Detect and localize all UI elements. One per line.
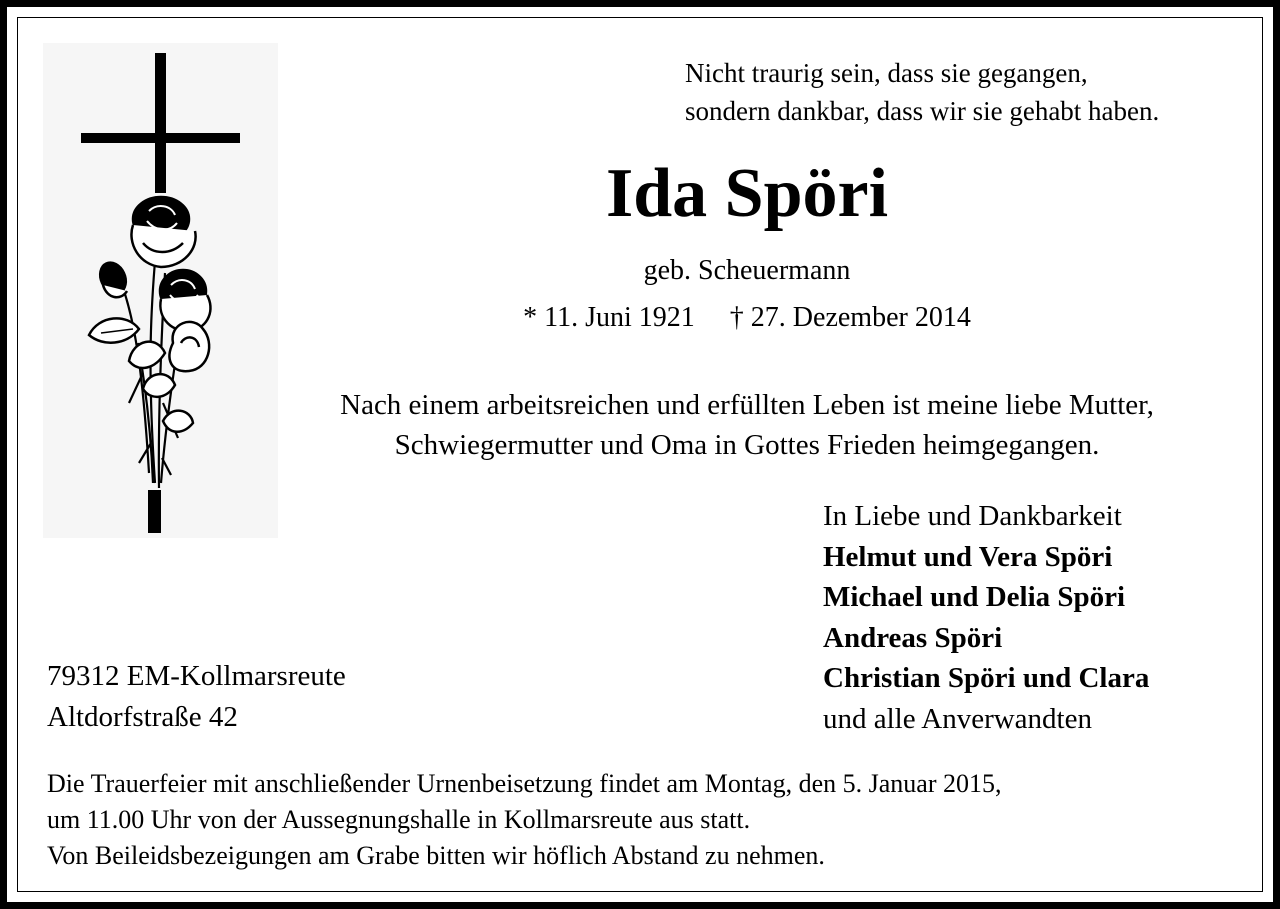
deceased-name: Ida Spöri — [605, 155, 889, 232]
life-dates — [7, 304, 1280, 332]
mourners-block — [823, 497, 1149, 740]
announcement-line: Schwiegermutter und Oma in Gottes Frieden heimgegangen. — [394, 429, 1100, 461]
mourners-closing: und alle Anverwandten — [823, 702, 1092, 735]
announcement-line: Nach einem arbeitsreichen und erfüllten Leben ist meine liebe Mutter, — [340, 389, 1154, 421]
motto-line: sondern dankbar, dass wir sie gehabt haben. — [685, 96, 1160, 126]
mourners-intro: In Liebe und Dankbarkeit — [823, 500, 1122, 532]
address-block — [47, 657, 346, 739]
mourner-name: Michael und Delia Spöri — [823, 581, 1126, 613]
address-street: Altdorfstraße 42 — [47, 701, 238, 733]
announcement — [7, 385, 1280, 465]
ceremony-info — [47, 767, 1002, 875]
birth-date: * 11. Juni 1921 — [523, 302, 695, 333]
ceremony-line: Von Beileidsbezeigungen am Grabe bitten wir höflich Abstand zu nehmen. — [47, 841, 825, 870]
motto — [685, 54, 1159, 130]
ceremony-line: Die Trauerfeier mit anschließender Urnenbeisetzung findet am Montag, den 5. Januar 2015, — [47, 769, 1002, 798]
address-city: 79312 EM-Kollmarsreute — [47, 660, 346, 692]
motto-line: Nicht traurig sein, dass sie gegangen, — [685, 58, 1088, 88]
ceremony-line: um 11.00 Uhr von der Aussegnungshalle in Kollmarsreute aus statt. — [47, 805, 751, 834]
mourner-name: Andreas Spöri — [823, 621, 1003, 654]
mourner-name: Helmut und Vera Spöri — [823, 540, 1113, 573]
death-date: † 27. Dezember 2014 — [729, 302, 971, 333]
maiden-name: geb. Scheuermann — [643, 255, 851, 286]
mourner-name: Christian Spöri und Clara — [823, 662, 1150, 694]
